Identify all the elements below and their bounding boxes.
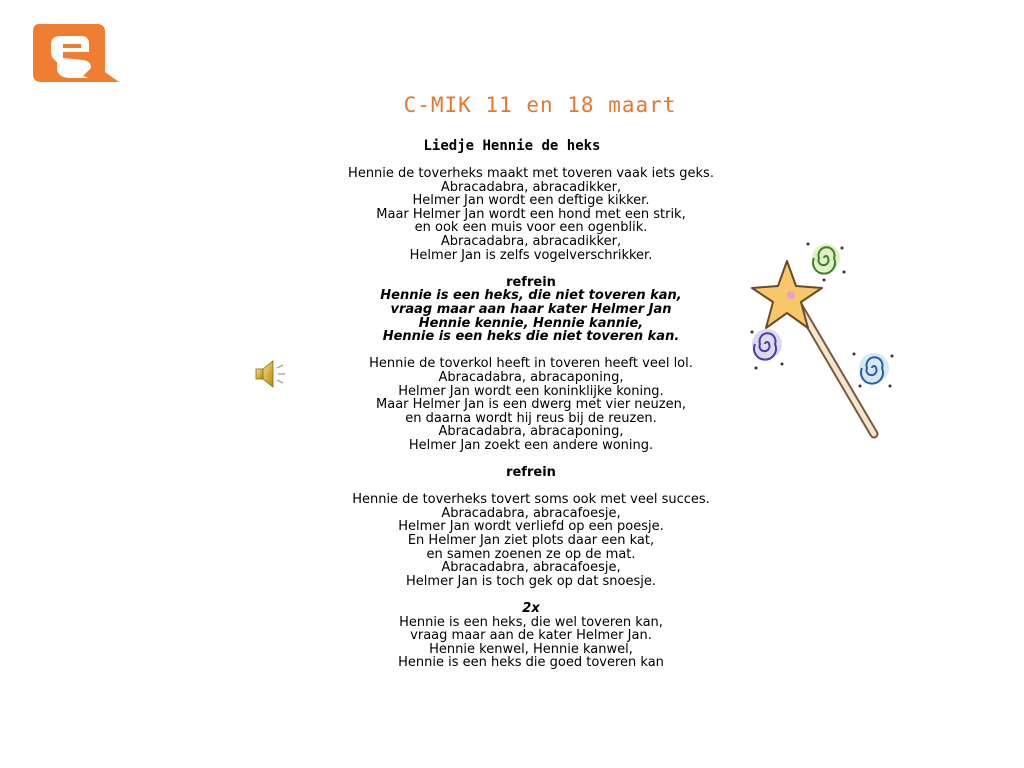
- lyric-line: Helmer Jan zoekt een andere woning.: [408, 437, 654, 453]
- refrain-line: vraag maar aan haar kater Helmer Jan: [390, 301, 672, 317]
- song-title: Liedje Hennie de heks: [423, 138, 601, 154]
- lyric-line: Maar Helmer Jan wordt een hond met een strik,: [376, 206, 686, 222]
- lyric-line: en ook een muis voor een ogenblik.: [414, 220, 648, 236]
- lyric-line: En Helmer Jan ziet plots daar een kat,: [407, 533, 655, 549]
- refrain: [280, 276, 782, 344]
- lyric-line: Abracadabra, abracaponing,: [438, 424, 624, 440]
- lyric-line: Hennie is een heks die goed toveren kan: [398, 655, 664, 671]
- lyric-line: Hennie de toverheks maakt met toveren vaak iets geks.: [348, 166, 714, 181]
- refrain-label: refrein: [506, 465, 556, 481]
- speaker-icon[interactable]: [253, 358, 287, 390]
- lyric-line: Hennie is een heks, die wel toveren kan,: [399, 614, 663, 630]
- lyric-line: Helmer Jan wordt een deftige kikker.: [412, 193, 650, 209]
- lyric-line: Hennie kenwel, Hennie kanwel,: [429, 641, 633, 657]
- lyric-line: Hennie de toverkol heeft in toveren heeft veel lol.: [369, 356, 693, 372]
- repeat-label: 2x: [522, 601, 540, 616]
- final-refrain: [280, 602, 782, 670]
- stanza-2: [280, 357, 782, 452]
- page-title: C-MIK 11 en 18 maart: [403, 93, 677, 117]
- lyric-line: vraag maar aan de kater Helmer Jan.: [410, 628, 652, 644]
- lyric-line: Helmer Jan wordt een koninklijke koning.: [398, 383, 664, 399]
- refrain-line: Hennie is een heks, die niet toveren kan,: [380, 288, 682, 304]
- lyric-line: Helmer Jan wordt verliefd op een poesje.: [398, 519, 664, 535]
- lyric-line: Abracadabra, abracaponing,: [438, 369, 624, 385]
- magic-wand-icon: [742, 236, 902, 442]
- stanza-1: [280, 167, 782, 262]
- lyric-line: Abracadabra, abracafoesje,: [441, 505, 621, 521]
- logo-icon: [33, 24, 119, 96]
- lyric-line: Abracadabra, abracafoesje,: [441, 560, 621, 576]
- refrain-label: refrein: [506, 274, 556, 290]
- lyric-line: Maar Helmer Jan is een dwerg met vier neuzen,: [376, 397, 686, 413]
- refrain-line: Hennie kennie, Hennie kannie,: [418, 315, 644, 331]
- lyrics: [280, 167, 782, 684]
- lyric-line: Helmer Jan is zelfs vogelverschrikker.: [409, 247, 653, 263]
- refrain-2: [280, 466, 782, 480]
- lyric-line: en samen zoenen ze op de mat.: [426, 546, 636, 562]
- stanza-3: [280, 493, 782, 588]
- lyric-line: Abracadabra, abracadikker,: [440, 233, 622, 249]
- lyric-line: Hennie de toverheks tovert soms ook met veel succes.: [352, 492, 710, 508]
- refrain-line: Hennie is een heks die niet toveren kan.: [382, 329, 680, 345]
- lyric-line: en daarna wordt hij reus bij de reuzen.: [405, 410, 657, 426]
- lyric-line: Abracadabra, abracadikker,: [440, 179, 622, 195]
- lyric-line: Helmer Jan is toch gek op dat snoesje.: [406, 573, 656, 589]
